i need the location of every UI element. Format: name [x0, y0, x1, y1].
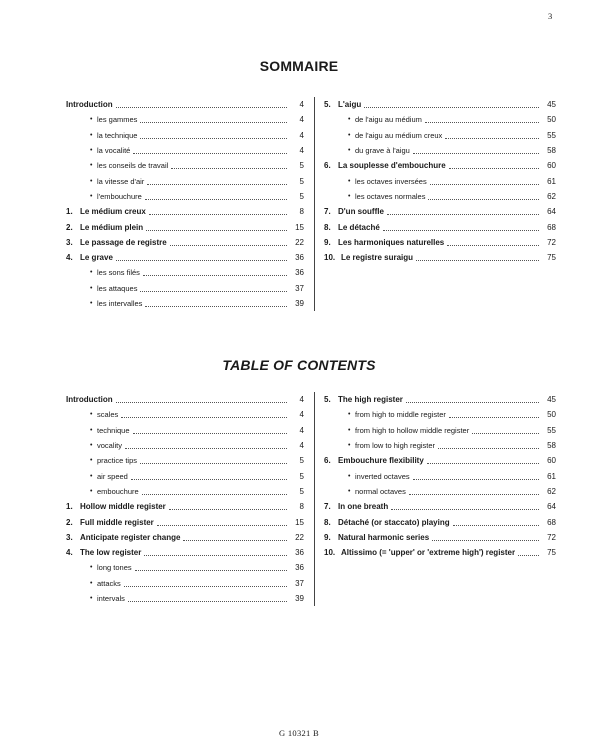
toc-entry: [324, 204, 556, 219]
column-divider: [314, 392, 315, 606]
toc-entry-page: 4: [299, 395, 304, 405]
toc-entry: [66, 173, 304, 188]
dot-leader: [140, 457, 287, 464]
dot-leader: [145, 300, 287, 307]
dot-leader: [438, 442, 539, 449]
toc-entry-page: 5: [299, 471, 304, 481]
dot-leader: [416, 254, 539, 261]
toc-entry-number: 9.: [324, 237, 331, 247]
toc-entry-number: 8.: [324, 222, 331, 232]
bullet-icon: •: [90, 269, 93, 277]
toc-entry-number: 1.: [66, 502, 73, 512]
toc-entry-page: 39: [295, 594, 304, 603]
toc-entry-page: 5: [299, 456, 304, 466]
dot-leader: [133, 427, 287, 434]
toc-entry-page: 72: [547, 532, 556, 542]
toc-entry-label: Embouchure flexibility: [338, 456, 424, 466]
toc-entry-label: Full middle register: [80, 517, 154, 527]
toc-entry: [324, 468, 556, 483]
bullet-icon: •: [348, 192, 351, 200]
toc-entry-label: embouchure: [97, 486, 139, 496]
toc-entry: [66, 112, 304, 127]
toc-entry: [66, 265, 304, 280]
toc-entry-page: 36: [295, 253, 304, 263]
toc-entry: [66, 514, 304, 529]
toc-entry-page: 50: [547, 115, 556, 125]
bullet-icon: •: [90, 442, 93, 450]
toc-entry: [66, 219, 304, 234]
toc-entry-page: 8: [299, 207, 304, 217]
toc-entry: [324, 499, 556, 514]
toc-entry-label: Le médium plein: [80, 222, 144, 232]
toc-entry: [324, 514, 556, 529]
catalog-number: G 10321 B: [278, 728, 319, 738]
toc-entry: [324, 158, 556, 173]
toc-entry-page: 4: [299, 115, 304, 125]
toc-entry-label: les octaves inversées: [355, 176, 427, 186]
dot-leader: [409, 488, 539, 495]
page-number: 3: [548, 11, 553, 21]
dot-leader: [116, 396, 287, 403]
toc-entry-page: 15: [295, 517, 304, 527]
toc-entry-label: technique: [97, 425, 130, 435]
toc-entry-page: 64: [547, 207, 556, 217]
toc-entry-number: 7.: [324, 207, 331, 217]
toc-entry-page: 62: [547, 191, 556, 201]
toc-entry-label: Introduction: [66, 395, 113, 405]
toc-entry: [66, 591, 304, 606]
sommaire-right-column: [324, 97, 556, 265]
toc-entry-label: D'un souffle: [338, 207, 384, 217]
toc-entry: [66, 281, 304, 296]
toc-entry: [66, 423, 304, 438]
dot-leader: [413, 473, 539, 480]
bullet-icon: •: [90, 564, 93, 572]
contents-right-column: [324, 392, 556, 560]
dot-leader: [140, 285, 287, 292]
toc-entry: [324, 173, 556, 188]
toc-entry-label: les gammes: [97, 115, 138, 125]
toc-entry-label: Le détaché: [338, 222, 380, 232]
toc-entry-page: 68: [547, 222, 556, 232]
dot-leader: [142, 488, 287, 495]
dot-leader: [131, 473, 287, 480]
toc-entry-number: 8.: [324, 517, 331, 527]
toc-entry-label: de l'aigu au médium creux: [355, 130, 443, 140]
dot-leader: [413, 147, 539, 154]
dot-leader: [449, 162, 539, 169]
dot-leader: [146, 224, 287, 231]
toc-entry: [324, 97, 556, 112]
bullet-icon: •: [348, 116, 351, 124]
dot-leader: [472, 427, 539, 434]
toc-entry-label: In one breath: [338, 502, 389, 512]
bullet-icon: •: [90, 192, 93, 200]
toc-entry: [66, 407, 304, 422]
toc-entry: [324, 530, 556, 545]
toc-entry: [66, 158, 304, 173]
contents-title: TABLE OF CONTENTS: [222, 357, 376, 373]
bullet-icon: •: [348, 426, 351, 434]
dot-leader: [133, 147, 287, 154]
toc-entry-label: La souplesse d'embouchure: [338, 161, 446, 171]
toc-entry-number: 2.: [66, 222, 73, 232]
toc-entry-number: 3.: [66, 532, 73, 542]
toc-entry: [66, 438, 304, 453]
dot-leader: [428, 193, 539, 200]
toc-entry-number: 10.: [324, 548, 336, 558]
toc-entry: [66, 499, 304, 514]
dot-leader: [447, 239, 539, 246]
toc-entry-number: 6.: [324, 456, 331, 466]
toc-entry-label: Le registre suraigu: [341, 253, 414, 263]
toc-entry-label: Introduction: [66, 100, 113, 110]
toc-entry-label: normal octaves: [355, 486, 406, 496]
sommaire-title: SOMMAIRE: [259, 58, 339, 74]
toc-entry-page: 4: [299, 146, 304, 156]
bullet-icon: •: [348, 487, 351, 495]
toc-entry: [324, 484, 556, 499]
dot-leader: [445, 132, 539, 139]
bullet-icon: •: [90, 131, 93, 139]
toc-entry-label: from high to hollow middle register: [355, 425, 470, 435]
toc-entry-page: 55: [547, 130, 556, 140]
toc-entry-page: 58: [547, 146, 556, 156]
toc-entry-label: les conseils de travail: [97, 161, 169, 171]
toc-entry: [66, 530, 304, 545]
dot-leader: [171, 162, 287, 169]
bullet-icon: •: [348, 177, 351, 185]
toc-entry: [66, 143, 304, 158]
toc-entry-label: Détaché (or staccato) playing: [338, 517, 450, 527]
sommaire-left-column: [66, 97, 304, 311]
dot-leader: [140, 116, 287, 123]
toc-entry-label: attacks: [97, 578, 121, 588]
toc-entry-page: 36: [295, 548, 304, 558]
toc-entry: [324, 128, 556, 143]
toc-entry: [66, 392, 304, 407]
dot-leader: [157, 519, 287, 526]
toc-entry-page: 45: [547, 395, 556, 405]
toc-entry-label: air speed: [97, 471, 128, 481]
toc-entry: [66, 189, 304, 204]
toc-entry: [324, 453, 556, 468]
toc-entry-page: 4: [299, 441, 304, 451]
dot-leader: [169, 503, 287, 510]
toc-entry-label: Le grave: [80, 253, 113, 263]
toc-entry-number: 4.: [66, 548, 73, 558]
toc-entry-page: 62: [547, 486, 556, 496]
bullet-icon: •: [348, 411, 351, 419]
toc-entry-label: Le médium creux: [80, 207, 146, 217]
dot-leader: [124, 580, 287, 587]
bullet-icon: •: [90, 162, 93, 170]
toc-entry-label: practice tips: [97, 456, 138, 466]
bullet-icon: •: [90, 472, 93, 480]
dot-leader: [135, 564, 287, 571]
toc-entry-number: 10.: [324, 253, 336, 263]
toc-entry-page: 68: [547, 517, 556, 527]
dot-leader: [116, 101, 287, 108]
dot-leader: [383, 224, 539, 231]
bullet-icon: •: [90, 116, 93, 124]
toc-entry: [324, 438, 556, 453]
toc-entry-page: 61: [547, 471, 556, 481]
toc-entry-page: 15: [295, 222, 304, 232]
toc-entry-page: 22: [295, 532, 304, 542]
toc-entry-label: inverted octaves: [355, 471, 410, 481]
toc-entry-page: 50: [547, 410, 556, 420]
column-divider: [314, 97, 315, 311]
toc-entry-page: 64: [547, 502, 556, 512]
bullet-icon: •: [90, 147, 93, 155]
toc-entry: [66, 235, 304, 250]
dot-leader: [406, 396, 539, 403]
toc-entry-page: 36: [295, 563, 304, 573]
toc-entry-page: 5: [299, 161, 304, 171]
toc-entry: [324, 250, 556, 265]
toc-entry-label: Les harmoniques naturelles: [338, 237, 445, 247]
toc-entry-page: 4: [299, 425, 304, 435]
toc-entry: [324, 407, 556, 422]
bullet-icon: •: [90, 177, 93, 185]
toc-entry-number: 9.: [324, 532, 331, 542]
dot-leader: [170, 239, 287, 246]
dot-leader: [425, 116, 539, 123]
toc-entry-label: de l'aigu au médium: [355, 115, 422, 125]
toc-entry-page: 37: [295, 283, 304, 293]
toc-entry-label: les intervalles: [97, 299, 143, 308]
dot-leader: [453, 519, 539, 526]
bullet-icon: •: [90, 411, 93, 419]
toc-entry-number: 7.: [324, 502, 331, 512]
toc-entry: [66, 576, 304, 591]
toc-entry: [324, 219, 556, 234]
dot-leader: [147, 178, 287, 185]
toc-entry-page: 55: [547, 425, 556, 435]
toc-entry-page: 60: [547, 456, 556, 466]
toc-entry-label: la technique: [97, 130, 138, 140]
bullet-icon: •: [348, 131, 351, 139]
toc-entry: [66, 204, 304, 219]
toc-entry: [324, 545, 556, 560]
toc-entry-page: 39: [295, 299, 304, 308]
dot-leader: [140, 132, 287, 139]
toc-entry-label: from low to high register: [355, 441, 436, 451]
toc-entry: [66, 453, 304, 468]
toc-entry-page: 45: [547, 100, 556, 110]
toc-entry-page: 36: [295, 268, 304, 278]
contents-left-column: [66, 392, 304, 606]
toc-entry-page: 22: [295, 237, 304, 247]
toc-entry-label: Anticipate register change: [80, 532, 181, 542]
dot-leader: [427, 457, 539, 464]
toc-entry-label: The high register: [338, 395, 403, 405]
toc-entry-number: 5.: [324, 395, 331, 405]
toc-entry-number: 5.: [324, 100, 331, 110]
dot-leader: [128, 595, 287, 602]
bullet-icon: •: [90, 457, 93, 465]
dot-leader: [183, 534, 287, 541]
toc-entry-page: 5: [299, 486, 304, 496]
toc-entry-page: 61: [547, 176, 556, 186]
dot-leader: [143, 269, 287, 276]
toc-entry: [324, 423, 556, 438]
dot-leader: [449, 411, 539, 418]
toc-entry-label: la vocalité: [97, 146, 131, 156]
toc-entry: [66, 545, 304, 560]
dot-leader: [149, 208, 287, 215]
toc-entry-label: l'embouchure: [97, 191, 142, 201]
toc-entry-page: 4: [299, 410, 304, 420]
toc-entry: [66, 560, 304, 575]
bullet-icon: •: [90, 300, 93, 307]
toc-entry-number: 4.: [66, 253, 73, 263]
dot-leader: [518, 549, 539, 556]
toc-entry-label: du grave à l'aigu: [355, 146, 410, 156]
toc-entry-label: vocality: [97, 441, 123, 451]
toc-entry-page: 5: [299, 176, 304, 186]
toc-entry-label: scales: [97, 410, 119, 420]
toc-entry-number: 3.: [66, 237, 73, 247]
toc-entry-label: The low register: [80, 548, 142, 558]
bullet-icon: •: [348, 442, 351, 450]
bullet-icon: •: [90, 426, 93, 434]
toc-entry: [66, 296, 304, 311]
toc-entry-number: 6.: [324, 161, 331, 171]
toc-entry-page: 5: [299, 191, 304, 201]
toc-entry: [324, 143, 556, 158]
toc-entry-label: la vitesse d'air: [97, 176, 145, 186]
toc-entry-label: les attaques: [97, 283, 138, 293]
toc-entry-number: 2.: [66, 517, 73, 527]
toc-entry-page: 4: [299, 100, 304, 110]
toc-entry: [66, 97, 304, 112]
dot-leader: [121, 411, 287, 418]
toc-entry-label: long tones: [97, 563, 132, 573]
toc-entry-label: intervals: [97, 594, 125, 603]
toc-entry: [66, 250, 304, 265]
dot-leader: [430, 178, 539, 185]
bullet-icon: •: [90, 579, 93, 587]
toc-entry-label: from high to middle register: [355, 410, 446, 420]
toc-entry-label: Hollow middle register: [80, 502, 166, 512]
toc-entry: [324, 235, 556, 250]
bullet-icon: •: [348, 472, 351, 480]
toc-entry-page: 58: [547, 441, 556, 451]
bullet-icon: •: [90, 284, 93, 292]
toc-entry-label: Natural harmonic series: [338, 532, 430, 542]
toc-entry-label: L'aigu: [338, 100, 362, 110]
dot-leader: [391, 503, 539, 510]
toc-entry-label: Altissimo (= 'upper' or 'extreme high') register: [341, 548, 516, 558]
bullet-icon: •: [90, 595, 93, 602]
bullet-icon: •: [90, 487, 93, 495]
toc-entry: [324, 392, 556, 407]
toc-entry-page: 37: [295, 578, 304, 588]
dot-leader: [125, 442, 287, 449]
dot-leader: [432, 534, 539, 541]
toc-entry-page: 75: [547, 253, 556, 263]
toc-entry-page: 60: [547, 161, 556, 171]
toc-entry-label: les octaves normales: [355, 191, 426, 201]
dot-leader: [144, 549, 287, 556]
toc-entry: [66, 484, 304, 499]
toc-entry: [66, 128, 304, 143]
toc-entry-label: les sons filés: [97, 268, 140, 278]
dot-leader: [116, 254, 287, 261]
dot-leader: [364, 101, 539, 108]
toc-entry: [66, 468, 304, 483]
toc-entry-label: Le passage de registre: [80, 237, 167, 247]
toc-entry-page: 72: [547, 237, 556, 247]
toc-entry-page: 8: [299, 502, 304, 512]
toc-entry: [324, 112, 556, 127]
toc-entry: [324, 189, 556, 204]
toc-entry-page: 75: [547, 548, 556, 558]
dot-leader: [387, 208, 539, 215]
dot-leader: [145, 193, 287, 200]
toc-entry-number: 1.: [66, 207, 73, 217]
bullet-icon: •: [348, 147, 351, 155]
toc-entry-page: 4: [299, 130, 304, 140]
